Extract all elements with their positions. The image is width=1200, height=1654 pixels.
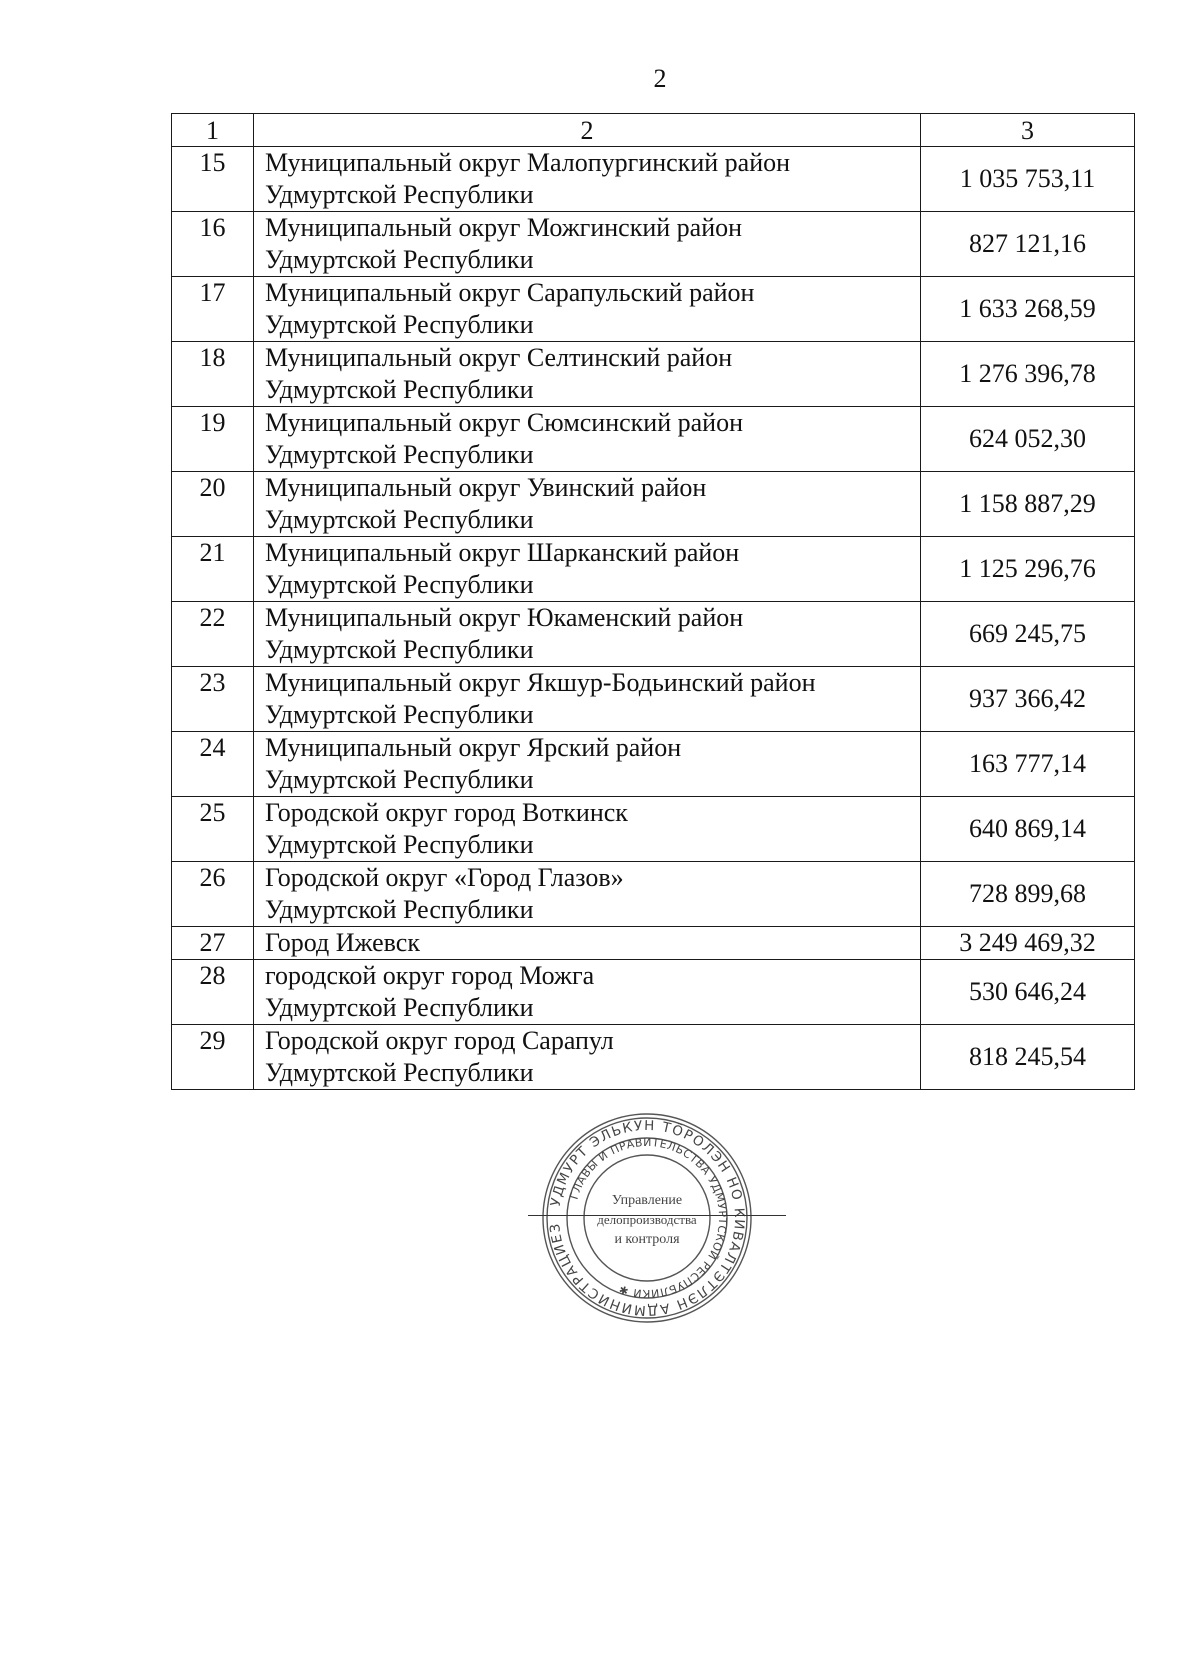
municipality-region-line: Удмуртской Республики	[265, 440, 534, 469]
allocation-table	[171, 113, 1135, 1090]
table-row	[172, 277, 1135, 342]
amount-value: 937 366,42	[921, 667, 1135, 732]
municipality-name-line: Городской округ город Воткинск	[265, 798, 628, 827]
amount-value: 1 158 887,29	[921, 472, 1135, 537]
amount-value: 1 633 268,59	[921, 277, 1135, 342]
municipality-name	[254, 862, 921, 927]
municipality-region-line: Удмуртской Республики	[265, 1058, 534, 1087]
row-number: 22	[172, 602, 254, 667]
municipality-region-line: Удмуртской Республики	[265, 993, 534, 1022]
amount-value: 669 245,75	[921, 602, 1135, 667]
municipality-name-line: Муниципальный округ Якшур-Бодьинский район	[265, 668, 816, 697]
amount-value: 640 869,14	[921, 797, 1135, 862]
municipality-name-line: Городской округ «Город Глазов»	[265, 863, 624, 892]
municipality-name	[254, 732, 921, 797]
municipality-name-line: Муниципальный округ Сюмсинский район	[265, 408, 744, 437]
amount-value: 3 249 469,32	[921, 927, 1135, 960]
seal-center-line-2: делопроизводства	[597, 1212, 697, 1227]
municipality-name	[254, 797, 921, 862]
table-row	[172, 537, 1135, 602]
row-number: 24	[172, 732, 254, 797]
municipality-name	[254, 212, 921, 277]
municipality-name	[254, 960, 921, 1025]
municipality-name	[254, 667, 921, 732]
row-number: 19	[172, 407, 254, 472]
municipality-region-line: Удмуртской Республики	[265, 245, 534, 274]
municipality-region-line: Удмуртской Республики	[265, 570, 534, 599]
municipality-region-line: Удмуртской Республики	[265, 765, 534, 794]
table-row	[172, 212, 1135, 277]
municipality-name-line: Муниципальный округ Селтинский район	[265, 343, 733, 372]
signature-line	[528, 1215, 786, 1216]
amount-value: 530 646,24	[921, 960, 1135, 1025]
amount-value: 818 245,54	[921, 1025, 1135, 1090]
amount-value: 1 125 296,76	[921, 537, 1135, 602]
municipality-name-line: Город Ижевск	[265, 928, 420, 957]
table-row	[172, 732, 1135, 797]
municipality-name-line: Муниципальный округ Малопургинский район	[265, 148, 791, 177]
table-row	[172, 927, 1135, 960]
municipality-name	[254, 277, 921, 342]
column-header-amount: 3	[921, 114, 1135, 147]
table-row	[172, 1025, 1135, 1090]
table-row	[172, 147, 1135, 212]
row-number: 16	[172, 212, 254, 277]
municipality-region-line: Удмуртской Республики	[265, 180, 534, 209]
amount-value: 827 121,16	[921, 212, 1135, 277]
municipality-region-line: Удмуртской Республики	[265, 895, 534, 924]
table-row	[172, 960, 1135, 1025]
municipality-name	[254, 1025, 921, 1090]
municipality-name-line: Муниципальный округ Увинский район	[265, 473, 707, 502]
row-number: 15	[172, 147, 254, 212]
municipality-name	[254, 602, 921, 667]
row-number: 23	[172, 667, 254, 732]
seal-graphic	[537, 1108, 757, 1328]
table-header-row	[172, 114, 1135, 147]
table-body	[172, 147, 1135, 1090]
municipality-region-line: Удмуртской Республики	[265, 700, 534, 729]
municipality-region-line: Удмуртской Республики	[265, 375, 534, 404]
table-row	[172, 602, 1135, 667]
seal-middle-text: ГЛАВЫ И ПРАВИТЕЛЬСТВА УДМУРТСКОЙ РЕСПУБЛИКИ ✱	[567, 1135, 730, 1301]
table-row	[172, 667, 1135, 732]
column-header-number: 1	[172, 114, 254, 147]
municipality-region-line: Удмуртской Республики	[265, 505, 534, 534]
table-row	[172, 472, 1135, 537]
amount-value: 728 899,68	[921, 862, 1135, 927]
amount-value: 1 276 396,78	[921, 342, 1135, 407]
row-number: 28	[172, 960, 254, 1025]
municipality-name-line: Городской округ город Сарапул	[265, 1026, 614, 1055]
official-seal	[537, 1108, 757, 1328]
amount-value: 163 777,14	[921, 732, 1135, 797]
seal-center-line-1: Управление	[611, 1193, 683, 1208]
page-number: 2	[653, 64, 667, 93]
municipality-name	[254, 147, 921, 212]
municipality-name	[254, 407, 921, 472]
municipality-region-line: Удмуртской Республики	[265, 635, 534, 664]
amount-value: 1 035 753,11	[921, 147, 1135, 212]
row-number: 26	[172, 862, 254, 927]
row-number: 27	[172, 927, 254, 960]
row-number: 20	[172, 472, 254, 537]
municipality-name	[254, 927, 921, 960]
municipality-name	[254, 342, 921, 407]
row-number: 29	[172, 1025, 254, 1090]
municipality-name-line: Муниципальный округ Сарапульский район	[265, 278, 755, 307]
municipality-name	[254, 472, 921, 537]
municipality-name-line: Муниципальный округ Шарканский район	[265, 538, 740, 567]
municipality-name-line: городской округ город Можга	[265, 961, 595, 990]
seal-outer-text: УДМУРТ ЭЛЬКУН ТӦРОЛЭН НО КИВАЛТЭТЛЭН АДМИНИСТРАЦИЕЗ	[547, 1117, 748, 1319]
table-row	[172, 342, 1135, 407]
row-number: 21	[172, 537, 254, 602]
table-row	[172, 862, 1135, 927]
row-number: 18	[172, 342, 254, 407]
seal-center-line-3: и контроля	[614, 1232, 680, 1247]
municipality-name-line: Муниципальный округ Можгинский район	[265, 213, 743, 242]
column-header-name: 2	[254, 114, 921, 147]
municipality-region-line: Удмуртской Республики	[265, 310, 534, 339]
amount-value: 624 052,30	[921, 407, 1135, 472]
municipality-name-line: Муниципальный округ Юкаменский район	[265, 603, 744, 632]
municipality-name-line: Муниципальный округ Ярский район	[265, 733, 682, 762]
row-number: 25	[172, 797, 254, 862]
municipality-region-line: Удмуртской Республики	[265, 830, 534, 859]
municipality-name	[254, 537, 921, 602]
table-row	[172, 407, 1135, 472]
table-row	[172, 797, 1135, 862]
row-number: 17	[172, 277, 254, 342]
